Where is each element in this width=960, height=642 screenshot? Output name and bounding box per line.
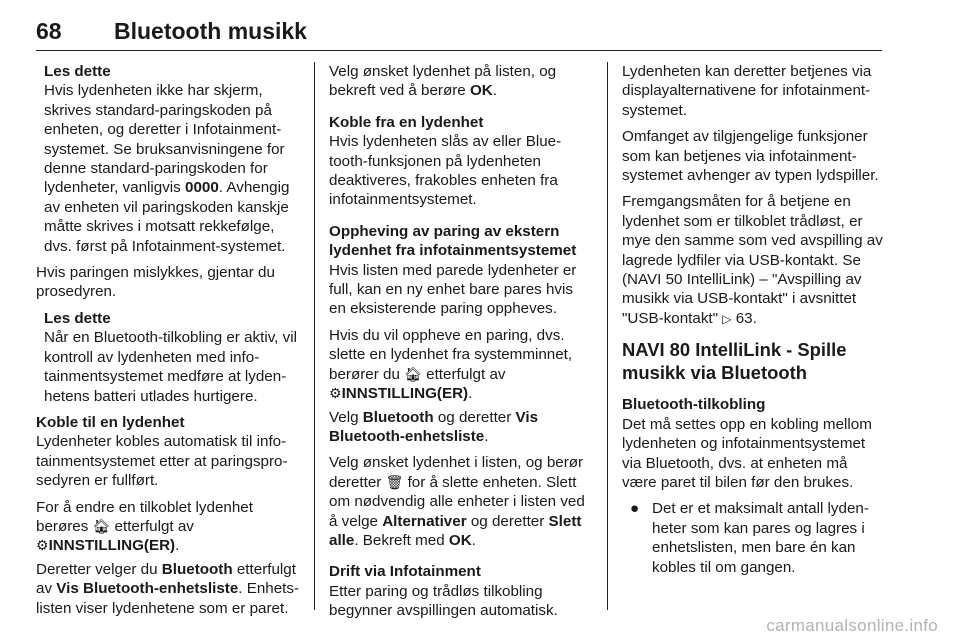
- paragraph: Lydenheten kan deretter betjenes via displayalternativene for infotainmentsystemet.: [622, 63, 872, 119]
- list-item: ● Det er et maksimalt antall lydenheter som kan pares og lagres i enhetslisten, men bare én kan kobles til om gangen.: [630, 500, 869, 576]
- paragraph: Velg ønsket lydenhet på listen, og bekreft ved å berøre OK.: [329, 63, 557, 100]
- note-box: [44, 309, 302, 406]
- trash-icon: 🗑︎: [385, 473, 404, 490]
- column-2: [329, 62, 593, 628]
- column-divider: [607, 62, 608, 610]
- home-icon: 🏠︎: [404, 365, 422, 382]
- paragraph: Omfanget av tilgjengelige funksjoner som kan betjenes via infotainmentsystemet avhenger av typen lydspiller.: [622, 128, 879, 185]
- column-divider: [314, 62, 315, 610]
- note-title: Les dette: [44, 309, 111, 327]
- page-number: 68: [36, 18, 62, 44]
- settings-label: INNSTILLING(ER): [48, 537, 176, 555]
- bullet-icon: ●: [630, 500, 640, 518]
- paragraph: Velg Bluetooth og deretter Vis Bluetooth-enhetsliste.: [329, 408, 539, 445]
- section-heading: Oppheving av paring av ekstern lydenhet fra infotainmentsystemet: [329, 222, 577, 260]
- settings-label: INNSTILLING(ER): [341, 385, 469, 403]
- home-icon: 🏠︎: [92, 517, 111, 534]
- paragraph: Lydenheter kobles automatisk til infotainmentsystemet etter at paringsprosedyren er fullført.: [36, 433, 288, 490]
- paragraph: Deretter velger du Bluetooth etterfulgt av Vis Bluetooth-enhetsliste. Enhetslisten viser lydenhetene som er paret.: [36, 560, 300, 617]
- section-heading: Koble fra en lydenhet: [329, 113, 484, 131]
- paragraph: Fremgangsmåten for å betjene en lydenhet som er tilkoblet trådløst, er mye den samme som ved avspilling av lagrede lydfiler via USB-kontakt. Se (NAVI 50 IntelliLink) – "Avspilling av musikk via USB-kontakt" i avsnittet "USB-kontakt" ▷ 63.: [622, 193, 883, 327]
- gear-icon: ⚙: [36, 537, 49, 554]
- subsection-heading: Bluetooth-tilkobling: [622, 396, 766, 414]
- paragraph: Hvis du vil oppheve en paring, dvs. slette en lydenhet fra systemminnet, berører du 🏠︎ etterfulgt av ⚙INNSTILLING(ER).: [329, 326, 573, 403]
- paragraph: Hvis listen med parede lydenheter er full, kan en ny enhet bare pares hvis en eksisterende paring oppheves.: [329, 261, 577, 318]
- page-header: [36, 14, 882, 51]
- note-title: Les dette: [44, 63, 111, 80]
- gear-icon: ⚙: [329, 385, 342, 402]
- note-body: Hvis lydenheten ikke har skjerm, skrives standard-paringskoden på enheten, og deretter i Infotainmentsystemet. Se bruksanvisningene for denne standard-paringskoden for lydenheter, vanligvis 0000. Avhengig av enheten vil paringskoden kanskje måtte skrives i motsatt rekkefølge, dvs. først på Infotainment-systemet.: [44, 82, 290, 255]
- pairing-code: 0000: [185, 179, 219, 197]
- paragraph: Hvis paringen mislykkes, gjentar du prosedyren.: [36, 264, 275, 301]
- paragraph: Velg ønsket lydenhet i listen, og berør deretter 🗑︎ for å slette enheten. Slett om nødvendig alle enheter i listen ved å velge Alternativer og deretter Slett alle. Bekreft med OK.: [329, 454, 585, 549]
- section-heading: Drift via Infotainment: [329, 563, 481, 581]
- column-3: [622, 62, 886, 577]
- note-body: Når en Bluetooth-tilkobling er aktiv, vil kontroll av lydenheten med infotainmentsystemet medføre at lydenhetens batteri utlades hurtigere.: [44, 329, 297, 405]
- triangle-ref-icon: ▷: [722, 311, 732, 326]
- paragraph: Etter paring og trådløs tilkobling begynner avspillingen automatisk.: [329, 582, 558, 620]
- note-box: [44, 62, 302, 256]
- paragraph: For å endre en tilkoblet lydenhet berøres 🏠︎ etterfulgt av ⚙INNSTILLING(ER).: [36, 498, 253, 555]
- column-1: [36, 62, 302, 625]
- paragraph: Det må settes opp en kobling mellom lydenheten og infotainmentsystemet via Bluetooth, dvs. at enheten må være paret til bilen før den brukes.: [622, 415, 872, 491]
- section-heading: NAVI 80 IntelliLink - Spille musikk via Bluetooth: [622, 339, 847, 384]
- page-title: Bluetooth musikk: [114, 18, 307, 44]
- section-heading: Koble til en lydenhet: [36, 413, 185, 431]
- paragraph: Hvis lydenheten slås av eller Bluetooth-funksjonen på lydenheten deaktiveres, frakobles enheten fra infotainmentsystemet.: [329, 133, 562, 209]
- page-reference: 63: [735, 309, 753, 327]
- watermark: carmanualsonline.info: [766, 616, 938, 635]
